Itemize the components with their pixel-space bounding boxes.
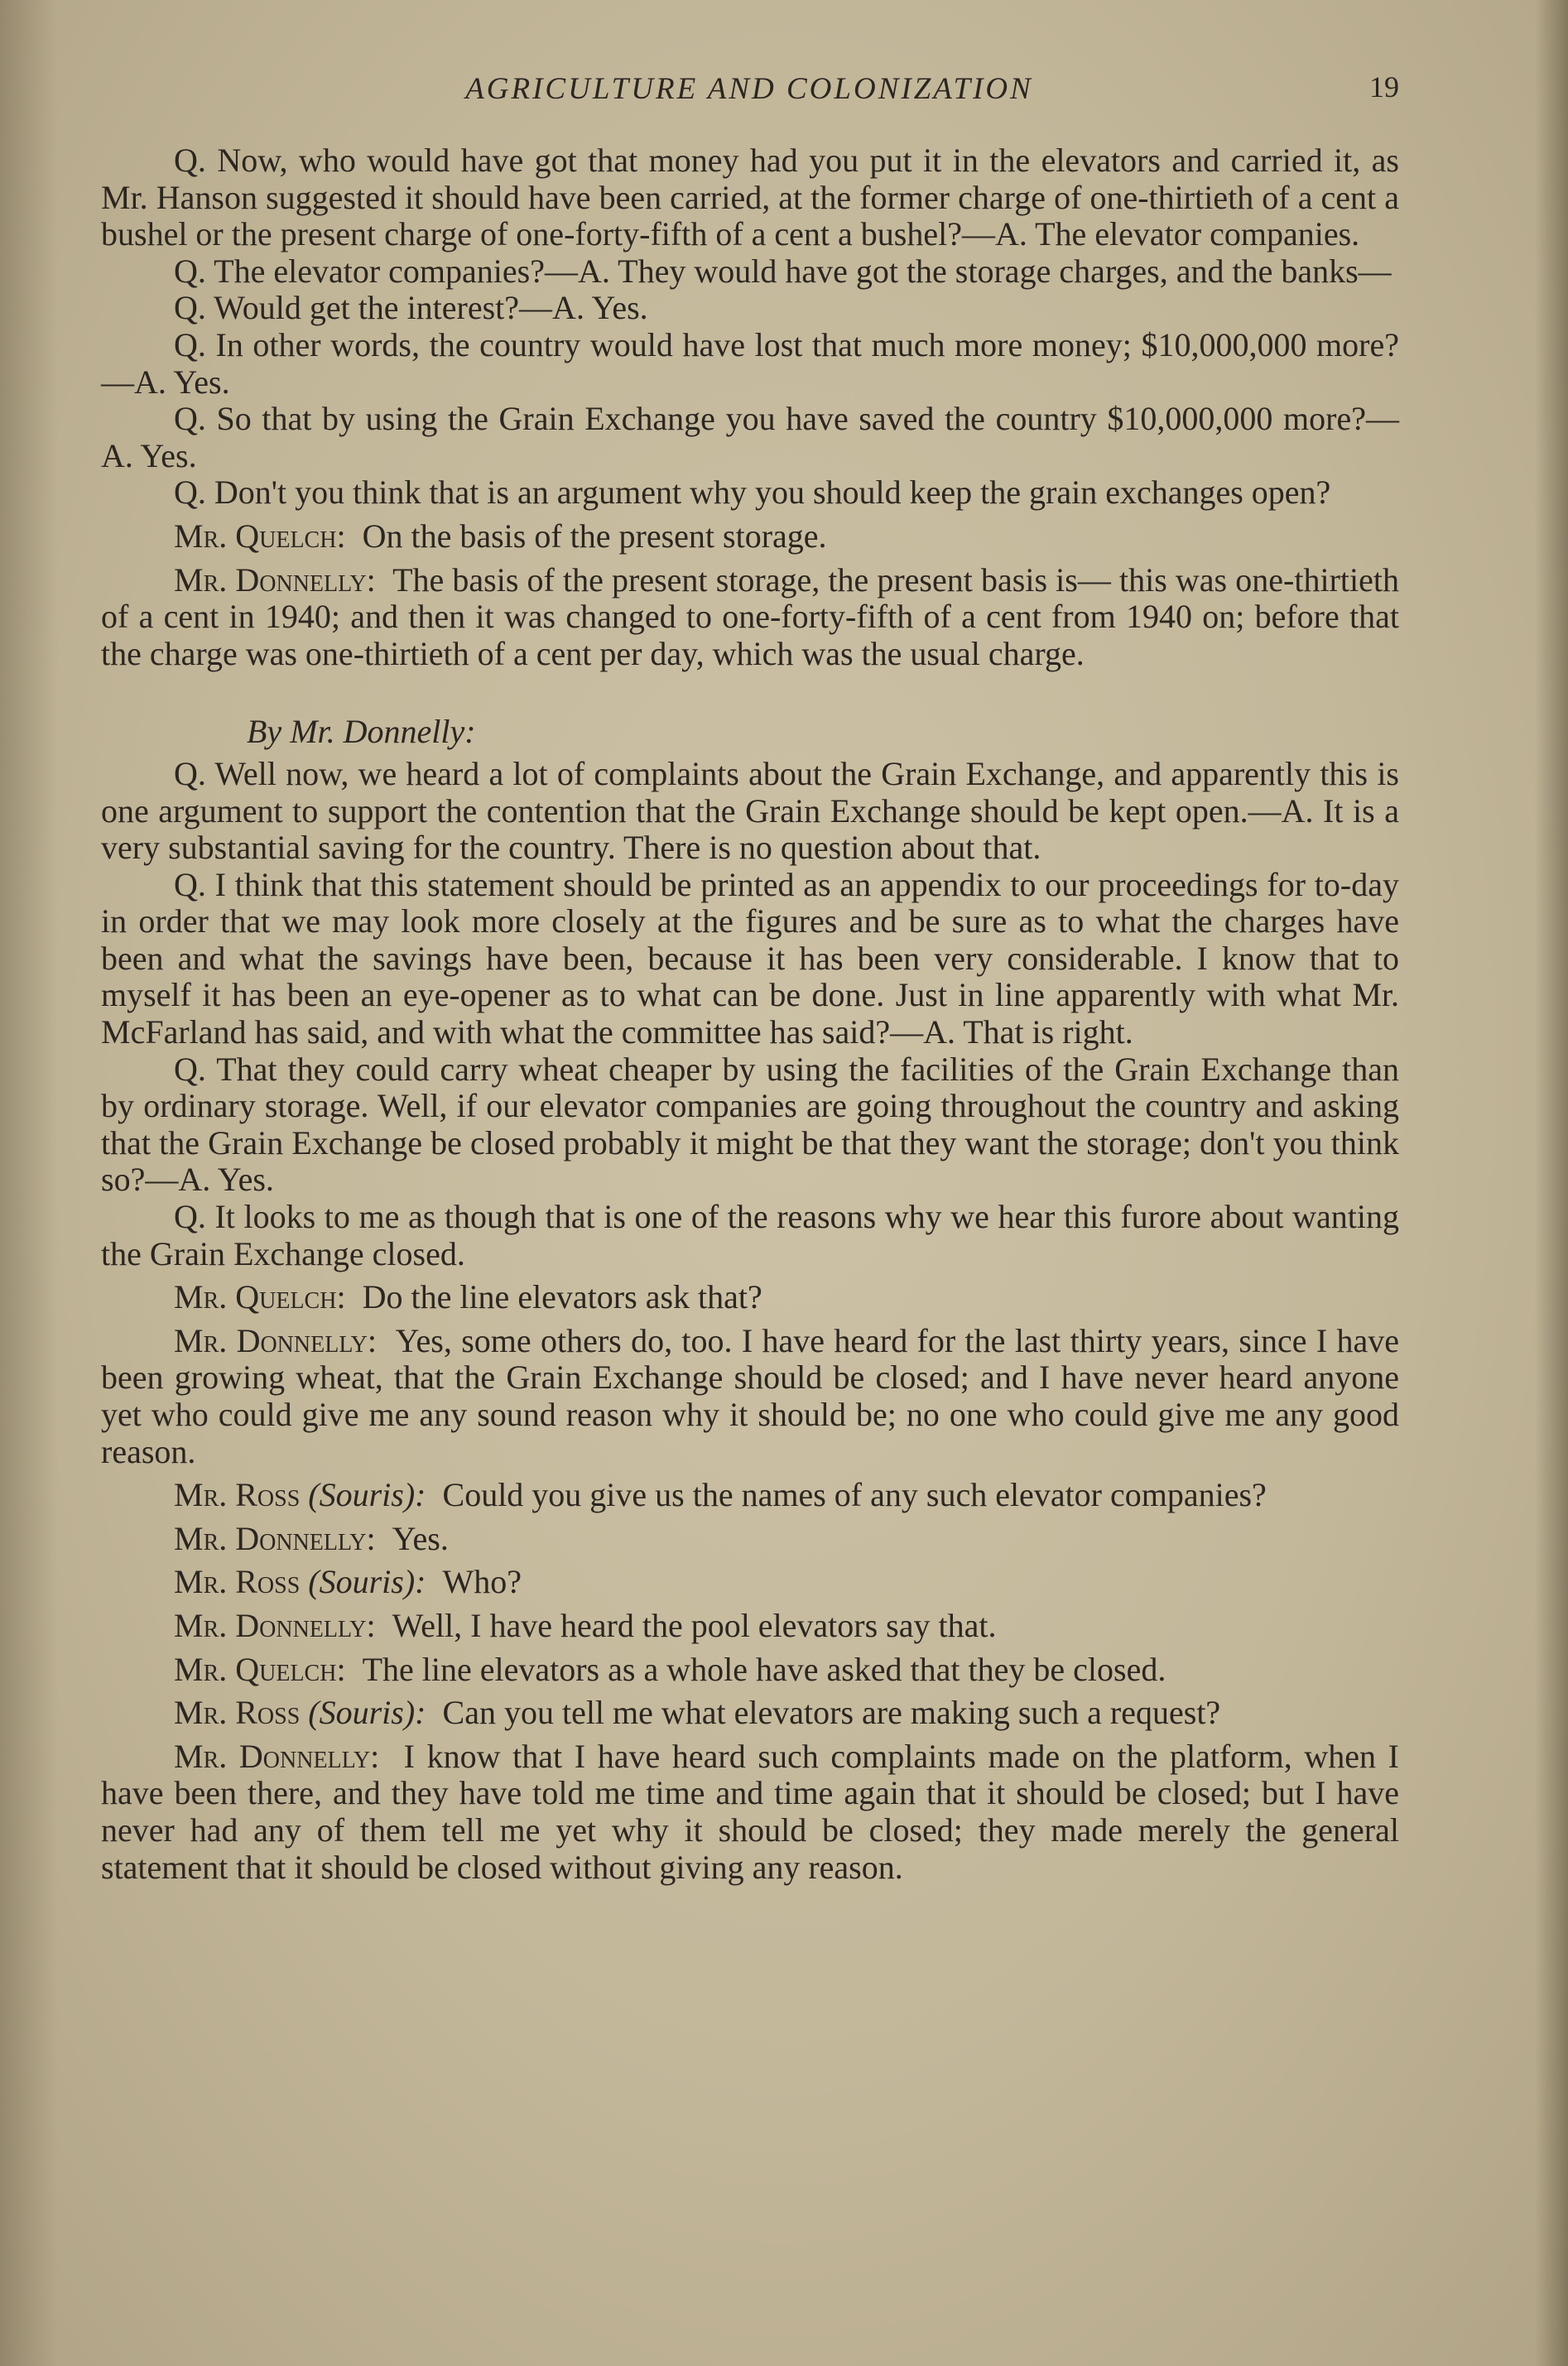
- paragraph-q-a: Q. The elevator companies?—A. They would have got the storage charges, and the banks—: [174, 252, 1392, 290]
- dialogue-paragraph: [101, 1608, 1399, 1645]
- statement-text: On the basis of the present storage.: [362, 517, 827, 555]
- paragraph-q-a: Q. It looks to me as though that is one of the reasons why we hear this furore about wanting the Grain Exchange closed.: [101, 1198, 1399, 1272]
- dialogue-paragraph: [101, 1738, 1399, 1886]
- speaker-name: Mr. Donnelly:: [174, 1737, 380, 1775]
- speaker-riding: (Souris):: [308, 1563, 426, 1601]
- dialogue-text: Can you tell me what elevators are making such a request?: [442, 1694, 1221, 1732]
- speaker-name: Mr. Quelch:: [174, 1278, 346, 1316]
- statement-paragraph: [101, 562, 1399, 673]
- dialogue-paragraph: [101, 1279, 1399, 1316]
- speaker-name: Mr. Ross: [174, 1694, 301, 1732]
- speaker-name: Mr. Donnelly:: [174, 1606, 376, 1644]
- speaker-name: Mr. Quelch:: [174, 1650, 346, 1688]
- paragraph-q-a: Q. Would get the interest?—A. Yes.: [174, 289, 648, 327]
- dialogue-text: Yes, some others do, too. I have heard for the last thirty years, since I have been growing wheat, that the Grain Exchange should be closed; and I have never heard anyone yet who could give me any sound reason why it should be; no one who could give me any good reason.: [101, 1321, 1400, 1470]
- dialogue-text: Could you give us the names of any such elevator companies?: [442, 1476, 1267, 1514]
- paragraph-q-a: Q. Don't you think that is an argument why you should keep the grain exchanges open?: [174, 474, 1331, 512]
- speaker-name: Mr. Donnelly:: [174, 1519, 376, 1557]
- statement-text: The basis of the present storage, the present basis is— this was one-thirtieth of a cent in 1940; and then it was changed to one-forty-fifth of a cent from 1940 on; before that the charge was one-thirtieth of a cent per day, which was the usual charge.: [101, 560, 1399, 672]
- statement-paragraph: [101, 518, 1399, 555]
- dialogue-text: The line elevators as a whole have asked that they be closed.: [362, 1650, 1166, 1688]
- page-number: 19: [1369, 70, 1399, 103]
- paragraph-q-a: Q. In other words, the country would have lost that much more money; $10,000,000 more?—A. Yes.: [101, 325, 1399, 401]
- speaker-riding: (Souris):: [308, 1476, 426, 1514]
- dialogue-text: Do the line elevators ask that?: [362, 1278, 762, 1316]
- dialogue-paragraph: [101, 1477, 1399, 1514]
- paragraph-q-a: Q. Well now, we heard a lot of complaints about the Grain Exchange, and apparently this is one argument to support the contention that the Grain Exchange should be kept open.—A. It is a very substantial saving for the country. There is no question about that.: [101, 754, 1399, 867]
- speaker-name: Mr. Donnelly:: [174, 1321, 377, 1359]
- running-head: AGRICULTURE AND COLONIZATION: [465, 72, 1033, 106]
- dialogue-paragraph: [101, 1695, 1399, 1732]
- body-text: [101, 142, 1399, 1886]
- dialogue-text: Who?: [442, 1563, 522, 1601]
- speaker-name: Mr. Ross: [174, 1563, 301, 1601]
- dialogue-paragraph: [101, 1652, 1399, 1689]
- section-subhead: By Mr. Donnelly:: [247, 713, 476, 751]
- speaker-name: Mr. Donnelly:: [174, 560, 376, 599]
- dialogue-paragraph: [101, 1521, 1399, 1558]
- page-header: [99, 68, 1399, 118]
- speaker-name: Mr. Ross: [174, 1476, 301, 1514]
- paragraph-q-a: Q. So that by using the Grain Exchange you have saved the country $10,000,000 more?—A. Yes.: [101, 400, 1399, 474]
- dialogue-paragraph: [101, 1564, 1399, 1601]
- speaker-name: Mr. Quelch:: [174, 517, 346, 555]
- dialogue-paragraph: [101, 1323, 1399, 1470]
- paragraph-q-a: Q. I think that this statement should be printed as an appendix to our proceedings for to-day in order that we may look more closely at the figures and be sure as to what the charges have been and what the savings have been, because it has been very considerable. I know that to myself it has been an eye-opener as to what can be done. Just in line apparently with what Mr. McFarland has said, and with what the committee has said?—A. That is right.: [101, 865, 1399, 1051]
- dialogue-text: Yes.: [392, 1519, 449, 1557]
- paragraph-q-a: Q. Now, who would have got that money had you put it in the elevators and carried it, as Mr. Hanson suggested it should have been carried, at the former charge of one-thirtieth of a cent a bushel or the present charge of one-forty-fifth of a cent a bushel?—A. The elevator companies.: [101, 142, 1399, 253]
- dialogue-text: Well, I have heard the pool elevators say that.: [392, 1606, 997, 1644]
- paragraph-q-a: Q. That they could carry wheat cheaper by using the facilities of the Grain Exchange than by ordinary storage. Well, if our elevator companies are going throughout the country and asking that the Grain Exchange be closed probably it might be that they want the storage; don't you think so?—A. Yes.: [101, 1050, 1399, 1199]
- speaker-riding: (Souris):: [308, 1694, 426, 1732]
- dialogue-text: I know that I have heard such complaints made on the platform, when I have been there, and they have told me time and time again that it should be closed; but I have never had any of them tell me yet why it should be closed; they made merely the general statement that it should be closed without giving any reason.: [101, 1737, 1400, 1886]
